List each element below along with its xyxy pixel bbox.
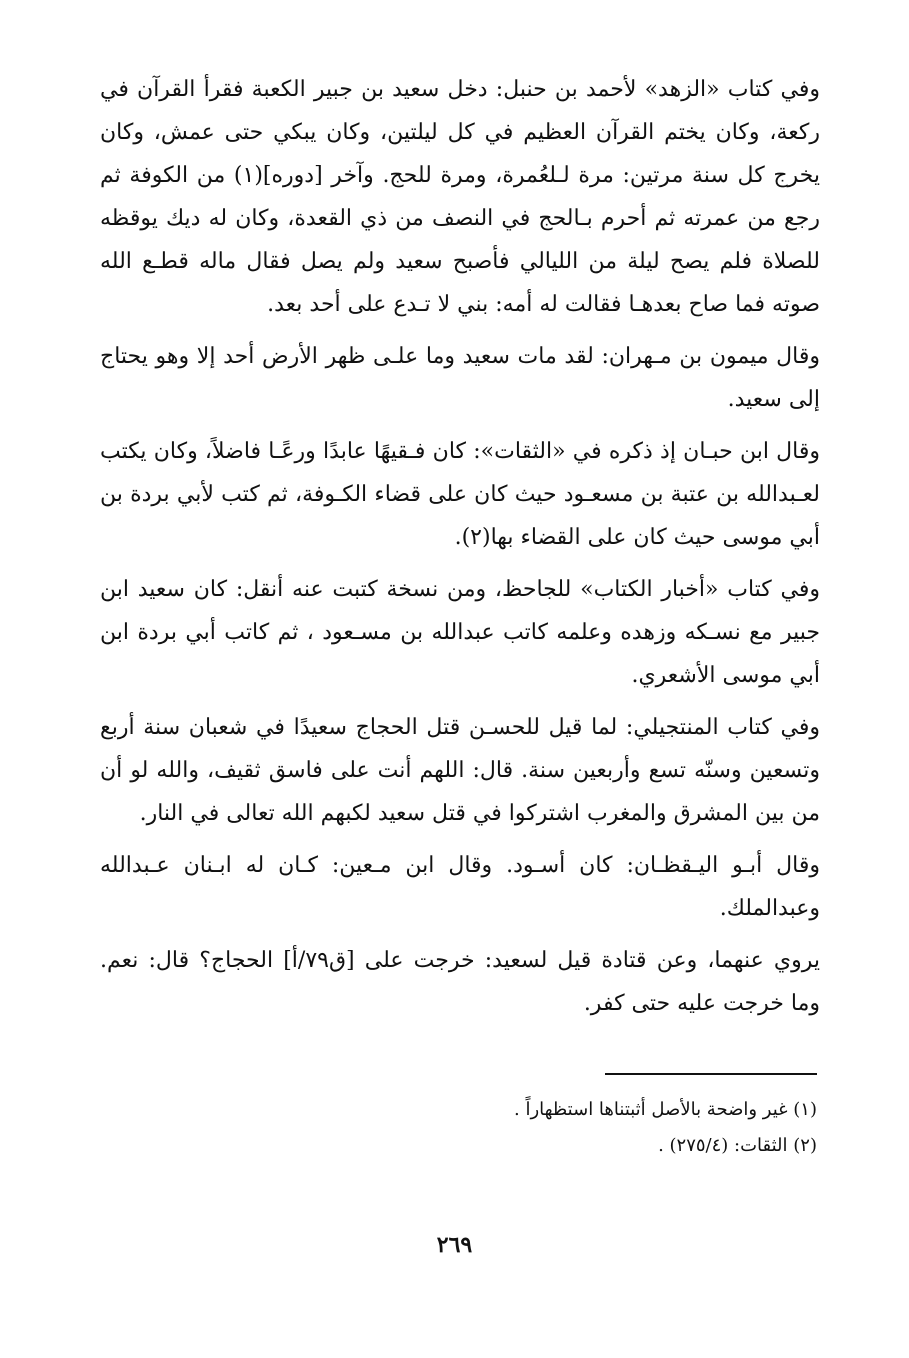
paragraph-zuhd: وفي كتاب «الزهد» لأحمد بن حنبل: دخل سعيد بن جبير الكعبة فقرأ القرآن في ركعة، وكان يختم القرآن العظيم في كل ليلتين، وكان يبكي حتى عمش، وكان يخرج كل سنة مرتين: مرة لـلعُمرة، ومرة للحج. وآخر [دوره](١) من الكوفة ثم رجع من عمرته ثم أحرم بـالحج في النصف من ذي القعدة، وكان له ديك يوقظه للصلاة فلم يصح ليلة من الليالي فأصبح سعيد ولم يصل فقال ماله قطـع الله صوته فما صاح بعدهـا فقالت له أمه: بني لا تـدع على أحد بعد. — [100, 77, 820, 317]
page-number: ٢٦٩ — [436, 1232, 473, 1258]
footnotes — [100, 1092, 817, 1164]
paragraph-jahiz: وفي كتاب «أخبار الكتاب» للجاحظ، ومن نسخة كتبت عنه أنقل: كان سعيد ابن جبير مع نسـكه وزهده وعلمه كاتب عبدالله بن مسـعود ، ثم كاتب أبي بردة ابن أبي موسى الأشعري. — [100, 577, 820, 688]
footnote-1: (١) غير واضحة بالأصل أثبتناها استظهاراً . — [514, 1099, 817, 1120]
footnote-2: (٢) الثقات: (٢٧٥/٤) . — [658, 1135, 817, 1156]
paragraph-maymun: وقال ميمون بن مـهران: لقد مات سعيد وما علـى ظهر الأرض أحد إلا وهو يحتاج إلى سعيد. — [100, 344, 820, 412]
paragraph-qatada: يروي عنهما، وعن قتادة قيل لسعيد: خرجت على [ق٧٩/أ] الحجاج؟ قال: نعم. وما خرجت عليه حتى كفر. — [100, 948, 821, 1016]
paragraph-ibn-hibban: وقال ابن حبـان إذ ذكره في «الثقات»: كان فـقيهًا عابدًا ورعًـا فاضلاً، وكان يكتب لعـبدالله بن عتبة بن مسعـود حيث كان على قضاء الكـوفة، ثم كتب لأبي بردة بن أبي موسى حيث كان على القضاء بها(٢). — [100, 439, 820, 550]
footnote-divider — [605, 1073, 817, 1075]
paragraph-abu-yaqzan: وقال أبـو اليـقظـان: كان أسـود. وقال ابن مـعين: كـان له ابـنان عـبدالله وعبدالملك. — [100, 853, 820, 921]
main-text — [100, 68, 820, 1034]
paragraph-muntajili: وفي كتاب المنتجيلي: لما قيل للحسـن قتل الحجاج سعيدًا في شعبان سنة أربع وتسعين وسنّه تسع وأربعين سنة. قال: اللهم أنت على فاسق ثقيف، والله لو أن من بين المشرق والمغرب اشتركوا في قتل سعيد لكبهم الله تعالى في النار. — [100, 715, 820, 826]
